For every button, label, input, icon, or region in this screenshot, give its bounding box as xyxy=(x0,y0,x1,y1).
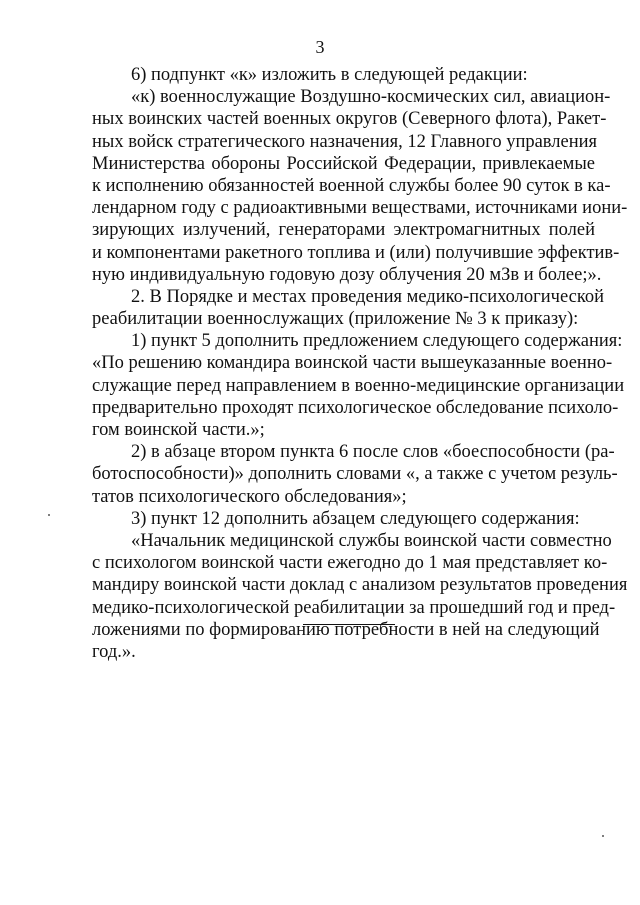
paragraph-quote-1 xyxy=(92,352,625,441)
text-line: служащие перед направлением в военно-медицинские организации xyxy=(92,375,625,396)
text-line: «к) военнослужащие Воздушно-космических сил, авиацион- xyxy=(131,87,611,108)
text-line: Министерства обороны Российской Федерации, привлекаемые xyxy=(92,153,595,174)
scan-speck xyxy=(602,835,604,837)
paragraph-item-6 xyxy=(92,64,595,86)
document-body xyxy=(92,64,628,663)
scan-speck xyxy=(48,514,50,516)
separator-line xyxy=(303,624,395,625)
text-line: «По решению командира воинской части вышеуказанные военно- xyxy=(92,353,613,374)
text-line: 6) подпункт «к» изложить в следующей редакции: xyxy=(131,65,528,85)
paragraph-item-1 xyxy=(92,330,623,352)
text-line: 1) пункт 5 дополнить предложением следующего содержания: xyxy=(131,331,623,352)
text-line: ную индивидуальную годовую дозу облучения 20 мЗв и более;». xyxy=(92,264,602,285)
text-line: предварительно проходят психологическое обследование психоло- xyxy=(92,397,619,418)
text-line: лендарном году с радиоактивными веществами, источниками иони- xyxy=(92,198,628,219)
text-line: татов психологического обследования»; xyxy=(92,486,407,507)
paragraph-subitem-k-text xyxy=(92,86,628,286)
text-line: ботоспособности)» дополнить словами «, а также с учетом резуль- xyxy=(92,464,618,485)
text-line: 2. В Порядке и местах проведения медико-психологической xyxy=(131,286,605,307)
text-line: реабилитации военнослужащих (приложение № 3 к приказу): xyxy=(92,309,579,330)
text-line: ных войск стратегического назначения, 12 Главного управления xyxy=(92,131,598,152)
text-line: 3) пункт 12 дополнить абзацем следующего содержания: xyxy=(131,508,580,529)
paragraph-quote-2 xyxy=(92,530,628,663)
text-line: год.». xyxy=(92,641,136,662)
text-line: 2) в абзаце втором пункта 6 после слов «боеспособности (ра- xyxy=(131,442,615,463)
page-number: 3 xyxy=(315,37,325,57)
text-line: гом воинской части.»; xyxy=(92,420,265,440)
text-line: ложениями по формированию потребности в ней на следующий xyxy=(92,619,600,640)
text-line: ных воинских частей военных округов (Северного флота), Ракет- xyxy=(92,109,607,130)
text-line: «Начальник медицинской службы воинской части совместно xyxy=(131,530,612,551)
text-line: зирующих излучений, генераторами электромагнитных полей xyxy=(92,220,595,241)
text-line: и компонентами ракетного топлива и (или) получившие эффектив- xyxy=(92,242,620,263)
paragraph-section-2 xyxy=(92,286,605,330)
text-line: мандиру воинской части доклад с анализом результатов проведения xyxy=(92,575,628,596)
paragraph-item-2 xyxy=(92,441,618,508)
paragraph-item-3 xyxy=(92,508,595,530)
text-line: медико-психологической реабилитации за прошедший год и пред- xyxy=(92,597,616,618)
text-line: к исполнению обязанностей военной службы более 90 суток в ка- xyxy=(92,175,611,196)
text-line: с психологом воинской части ежегодно до 1 мая представляет ко- xyxy=(92,553,608,574)
